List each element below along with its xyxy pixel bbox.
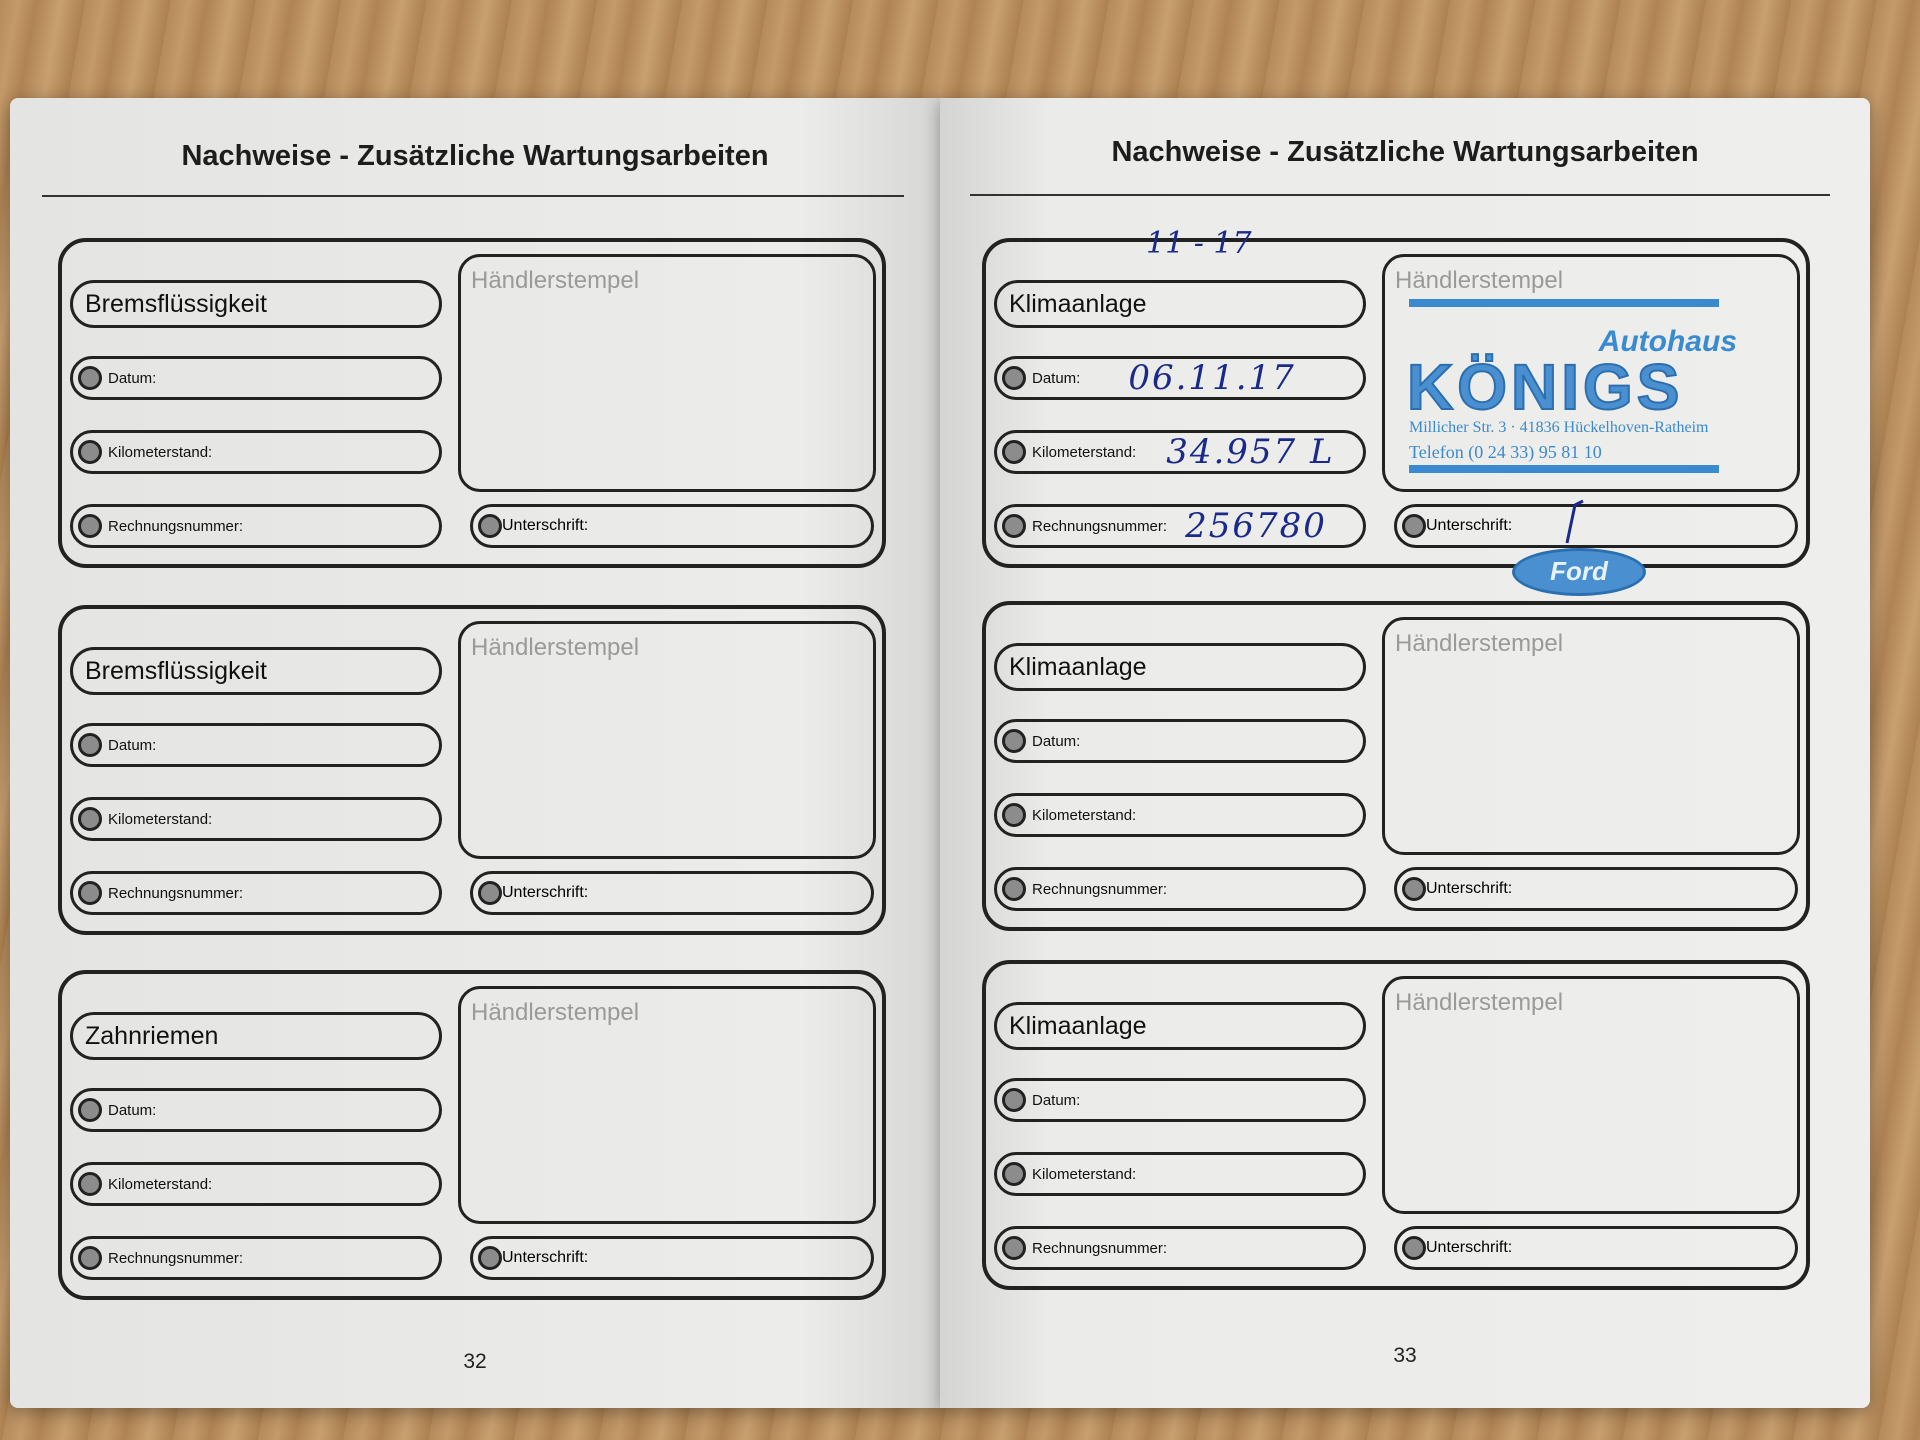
rechnungsnummer-label: Rechnungsnummer: (108, 517, 244, 535)
ford-logo-stamp: Ford (1512, 548, 1646, 596)
radio-icon[interactable] (78, 733, 102, 757)
radio-icon[interactable] (478, 1246, 502, 1270)
radio-icon[interactable] (1002, 440, 1026, 464)
left-page (10, 98, 940, 1408)
kilometerstand-field[interactable] (994, 1152, 1366, 1196)
unterschrift-field[interactable] (1394, 867, 1798, 911)
radio-icon[interactable] (78, 514, 102, 538)
datum-label: Datum: (1032, 1091, 1081, 1109)
stamp-label: Händlerstempel (471, 267, 640, 294)
dealer-stamp-box (458, 986, 876, 1224)
service-card (58, 970, 886, 1300)
service-name: Klimaanlage (1009, 652, 1147, 681)
kilometerstand-label: Kilometerstand: (1032, 1165, 1137, 1183)
radio-icon[interactable] (78, 1172, 102, 1196)
rechnungsnummer-label: Rechnungsnummer: (108, 884, 244, 902)
dealer-stamp-box (1382, 617, 1800, 855)
handwritten-date-note: 11 - 17 (1146, 226, 1252, 261)
kilometerstand-label: Kilometerstand: (108, 1175, 213, 1193)
page-title: Nachweise - Zusätzliche Wartungsarbeiten (181, 140, 769, 172)
stamp-phone: Telefon (0 24 33) 95 81 10 (1409, 442, 1602, 462)
rechnungsnummer-value: 256780 (1185, 506, 1327, 546)
kilometerstand-value: 34.957 L (1166, 432, 1335, 472)
radio-icon[interactable] (78, 1098, 102, 1122)
radio-icon[interactable] (1002, 514, 1026, 538)
radio-icon[interactable] (1402, 1236, 1426, 1260)
datum-label: Datum: (108, 1101, 157, 1119)
unterschrift-field[interactable] (1394, 1226, 1798, 1270)
rechnungsnummer-label: Rechnungsnummer: (1032, 880, 1168, 898)
unterschrift-field[interactable] (1394, 504, 1798, 548)
rechnungsnummer-label: Rechnungsnummer: (1032, 1239, 1168, 1257)
kilometerstand-field[interactable] (70, 797, 442, 841)
dealer-stamp-box (458, 254, 876, 492)
stamp-label: Händlerstempel (1395, 989, 1564, 1016)
stamp-label: Händlerstempel (1395, 630, 1564, 657)
radio-icon[interactable] (1002, 1236, 1026, 1260)
right-page (940, 98, 1870, 1408)
datum-field[interactable] (994, 1078, 1366, 1122)
radio-icon[interactable] (78, 881, 102, 905)
datum-label: Datum: (1032, 369, 1081, 387)
unterschrift-label: Unterschrift: (1426, 517, 1513, 534)
service-name-field (70, 1012, 442, 1060)
stamp-brand: Autohaus (1598, 325, 1737, 358)
datum-field[interactable] (994, 356, 1366, 400)
service-card (982, 601, 1810, 931)
rechnungsnummer-label: Rechnungsnummer: (1032, 517, 1168, 535)
stamp-bar (1409, 299, 1719, 307)
radio-icon[interactable] (478, 514, 502, 538)
radio-icon[interactable] (1002, 366, 1026, 390)
radio-icon[interactable] (478, 881, 502, 905)
service-name-field (70, 647, 442, 695)
title-divider (970, 194, 1830, 196)
service-name: Klimaanlage (1009, 289, 1147, 318)
service-name: Klimaanlage (1009, 1011, 1147, 1040)
radio-icon[interactable] (1002, 877, 1026, 901)
page-number: 32 (463, 1350, 487, 1373)
radio-icon[interactable] (1002, 1088, 1026, 1112)
radio-icon[interactable] (78, 440, 102, 464)
datum-field[interactable] (70, 356, 442, 400)
datum-label: Datum: (108, 369, 157, 387)
radio-icon[interactable] (78, 807, 102, 831)
service-card (58, 605, 886, 935)
page-title: Nachweise - Zusätzliche Wartungsarbeiten (1111, 136, 1699, 168)
datum-field[interactable] (70, 723, 442, 767)
service-name: Bremsflüssigkeit (85, 289, 267, 318)
service-name-field (994, 1002, 1366, 1050)
unterschrift-label: Unterschrift: (502, 517, 589, 534)
radio-icon[interactable] (78, 366, 102, 390)
rechnungsnummer-field[interactable] (70, 1236, 442, 1280)
dealer-stamp (1403, 299, 1783, 489)
datum-value: 06.11.17 (1128, 358, 1296, 398)
rechnungsnummer-field[interactable] (994, 504, 1366, 548)
rechnungsnummer-field[interactable] (994, 867, 1366, 911)
radio-icon[interactable] (1402, 877, 1426, 901)
kilometerstand-field[interactable] (994, 793, 1366, 837)
unterschrift-label: Unterschrift: (1426, 880, 1513, 897)
kilometerstand-label: Kilometerstand: (108, 443, 213, 461)
datum-field[interactable] (70, 1088, 442, 1132)
unterschrift-label: Unterschrift: (1426, 1239, 1513, 1256)
dealer-stamp-box (458, 621, 876, 859)
kilometerstand-field[interactable] (70, 430, 442, 474)
service-name-field (70, 280, 442, 328)
service-name-field (994, 280, 1366, 328)
datum-label: Datum: (1032, 732, 1081, 750)
unterschrift-field[interactable] (470, 504, 874, 548)
kilometerstand-label: Kilometerstand: (1032, 806, 1137, 824)
rechnungsnummer-label: Rechnungsnummer: (108, 1249, 244, 1267)
radio-icon[interactable] (1002, 1162, 1026, 1186)
service-name: Zahnriemen (85, 1021, 219, 1050)
service-card (982, 226, 1810, 568)
radio-icon[interactable] (1002, 729, 1026, 753)
stamp-bar (1409, 465, 1719, 473)
unterschrift-field[interactable] (470, 871, 874, 915)
kilometerstand-label: Kilometerstand: (108, 810, 213, 828)
rechnungsnummer-field[interactable] (70, 504, 442, 548)
service-name: Bremsflüssigkeit (85, 656, 267, 685)
stamp-label: Händlerstempel (471, 999, 640, 1026)
stamp-dealer-name: KÖNIGS (1407, 351, 1684, 423)
signature-mark (1547, 499, 1587, 549)
stamp-label: Händlerstempel (471, 634, 640, 661)
service-card (982, 960, 1810, 1290)
page-number: 33 (1393, 1344, 1417, 1367)
title-divider (42, 195, 904, 197)
rechnungsnummer-field[interactable] (994, 1226, 1366, 1270)
datum-label: Datum: (108, 736, 157, 754)
dealer-stamp-box (1382, 976, 1800, 1214)
service-card (58, 238, 886, 568)
kilometerstand-label: Kilometerstand: (1032, 443, 1137, 461)
radio-icon[interactable] (1002, 803, 1026, 827)
stamp-label: Händlerstempel (1395, 267, 1564, 294)
service-name-field (994, 643, 1366, 691)
stamp-address: Millicher Str. 3 · 41836 Hückelhoven-Ratheim (1409, 419, 1709, 436)
unterschrift-field[interactable] (470, 1236, 874, 1280)
unterschrift-label: Unterschrift: (502, 884, 589, 901)
kilometerstand-field[interactable] (70, 1162, 442, 1206)
kilometerstand-field[interactable] (994, 430, 1366, 474)
dealer-stamp-box (1382, 254, 1800, 492)
radio-icon[interactable] (78, 1246, 102, 1270)
datum-field[interactable] (994, 719, 1366, 763)
rechnungsnummer-field[interactable] (70, 871, 442, 915)
radio-icon[interactable] (1402, 514, 1426, 538)
unterschrift-label: Unterschrift: (502, 1249, 589, 1266)
